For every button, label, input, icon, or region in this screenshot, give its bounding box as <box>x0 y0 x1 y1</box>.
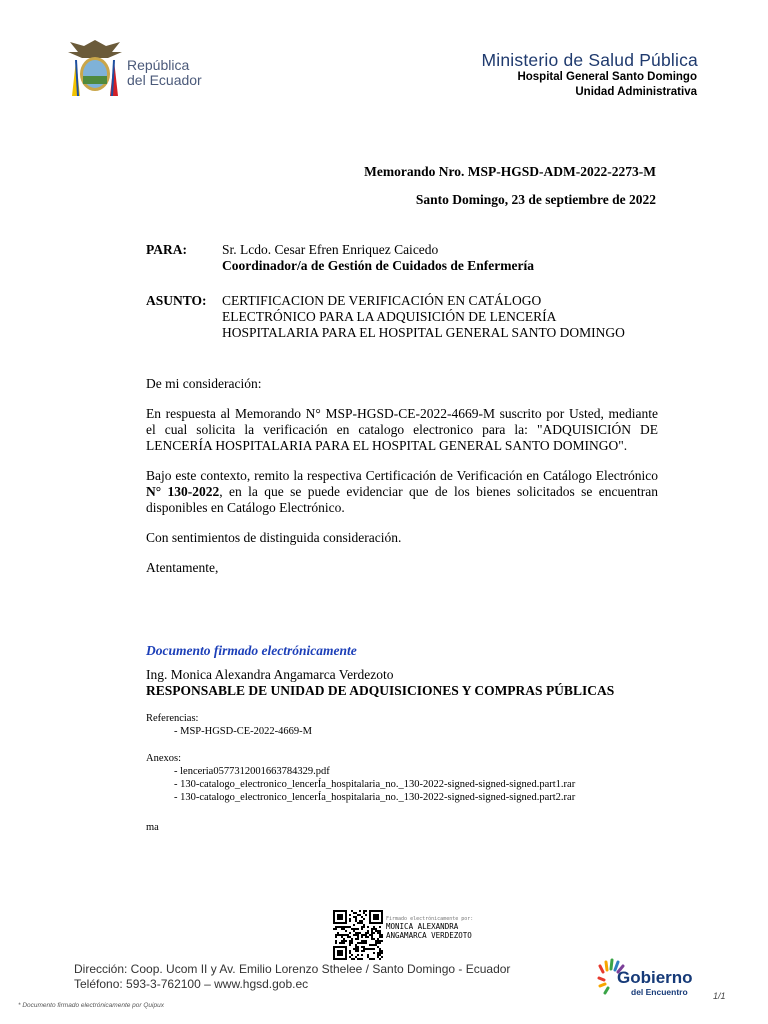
hospital-name: Hospital General Santo Domingo <box>517 71 697 83</box>
regards: Atentamente, <box>146 560 219 575</box>
gobierno-subtitle: del Encuentro <box>631 987 688 997</box>
reference-item: - MSP-HGSD-CE-2022-4669-M <box>174 726 312 737</box>
gobierno-wordmark: Gobierno <box>617 968 693 987</box>
asunto-line: CERTIFICACION DE VERIFICACIÓN EN CATÁLOGO <box>222 293 542 308</box>
hospital-header <box>517 70 697 99</box>
signer-name: Ing. Monica Alexandra Angamarca Verdezoto <box>146 667 394 682</box>
body-paragraph-2: Bajo este contexto, remito la respectiva Certificación de Verificación en Catálogo Electrónico N° 130-2022, en la que se puede evidenciar que de los bienes solicitados se encuentran disponibles en Catálogo Electrónico. <box>146 468 658 515</box>
asunto-line: ELECTRÓNICO PARA LA ADQUISICIÓN DE LENCERÍA <box>222 309 557 324</box>
qr-code-icon <box>333 910 383 960</box>
page-number: 1/1 <box>713 991 726 1001</box>
signature-note: Documento firmado electrónicamente <box>146 643 357 658</box>
annexes-label: Anexos: <box>146 753 181 764</box>
quipux-note: * Documento firmado electrónicamente por Quipux <box>18 1002 164 1009</box>
annex-item: - 130-catalogo_electronico_lencerÍa_hospitalaria_no._130-2022-signed-signed-signed.part2.rar <box>174 792 576 803</box>
stamp-caption: Firmado electrónicamente por: <box>386 916 474 922</box>
coat-of-arms-icon <box>66 38 124 100</box>
footer-contact <box>74 962 510 992</box>
ministry-name: Ministerio de Salud Pública <box>481 50 698 70</box>
references <box>146 712 312 738</box>
unit-name: Unidad Administrativa <box>575 85 697 98</box>
stamp-line: ANGAMARCA VERDEZOTO <box>386 931 472 940</box>
para-recipient <box>222 242 662 274</box>
footer-address: Dirección: Coop. Ucom II y Av. Emilio Lorenzo Sthelee / Santo Domingo - Ecuador <box>74 962 511 976</box>
recipient-name: Sr. Lcdo. Cesar Efren Enriquez Caicedo <box>222 242 439 257</box>
recipient-title: Coordinador/a de Gestión de Cuidados de Enfermería <box>222 258 535 273</box>
annex-item: - lenceria0577312001663784329.pdf <box>174 766 330 777</box>
para-label: PARA: <box>146 242 187 257</box>
greeting: De mi consideración: <box>146 376 262 391</box>
initials: ma <box>146 822 159 833</box>
memo-body <box>146 376 658 590</box>
annex-item: - 130-catalogo_electronico_lencerÍa_hospitalaria_no._130-2022-signed-signed-signed.part1.rar <box>174 779 576 790</box>
republic-logo-text: República del Ecuador <box>127 57 202 88</box>
memo-date: Santo Domingo, 23 de septiembre de 2022 <box>415 192 656 207</box>
annexes <box>146 752 575 804</box>
asunto-label: ASUNTO: <box>146 293 207 308</box>
e-signature-stamp <box>386 916 473 940</box>
references-label: Referencias: <box>146 713 199 724</box>
footer-phone: Teléfono: 593-3-762100 – www.hgsd.gob.ec <box>74 977 309 991</box>
memo-number: Memorando Nro. MSP-HGSD-ADM-2022-2273-M <box>364 164 656 179</box>
stamp-line: MONICA ALEXANDRA <box>386 922 459 931</box>
body-paragraph-1: En respuesta al Memorando N° MSP-HGSD-CE-2022-4669-M suscrito por Usted, mediante el cual solicita la verificación en catalogo electronico para la: "ADQUISICIÓN DE LENCERÍA HOSPITALARIA PARA EL HOSPITAL GENERAL SANTO DOMINGO". <box>146 406 658 453</box>
signer-role: RESPONSABLE DE UNIDAD DE ADQUISICIONES Y COMPRAS PÚBLICAS <box>146 683 615 698</box>
asunto-text <box>222 293 662 341</box>
closing: Con sentimientos de distinguida consideración. <box>146 530 402 545</box>
asunto-line: HOSPITALARIA PARA EL HOSPITAL GENERAL SANTO DOMINGO <box>222 325 625 340</box>
